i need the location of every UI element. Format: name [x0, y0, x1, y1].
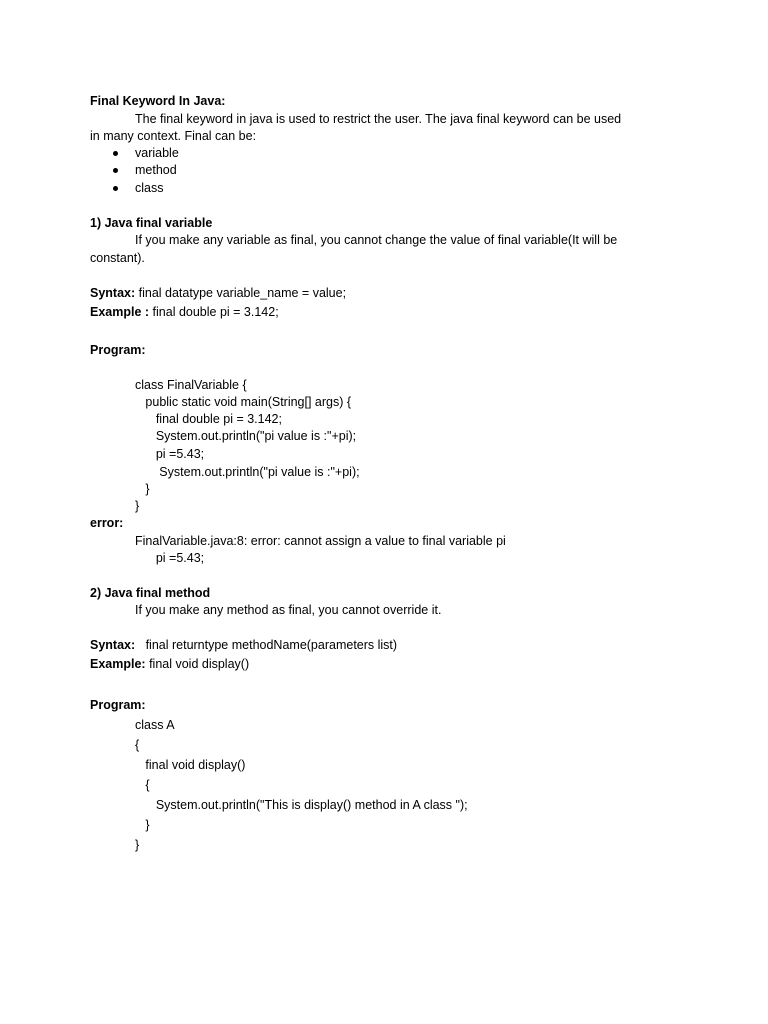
variable-syntax	[90, 285, 346, 302]
variable-desc-line-2: constant).	[90, 251, 145, 265]
code-line: class FinalVariable {	[135, 378, 247, 392]
example-label: Example:	[90, 657, 146, 671]
code-line: }	[135, 499, 140, 513]
method-desc: If you make any method as final, you cannot override it.	[135, 603, 442, 617]
code-line: System.out.println("pi value is :"+pi);	[135, 429, 357, 443]
example-label: Example :	[90, 305, 150, 319]
syntax-value: final datatype variable_name = value;	[135, 286, 347, 300]
bullet-icon	[113, 151, 118, 156]
bullet-icon	[113, 186, 118, 191]
intro-line-1: The final keyword in java is used to restrict the user. The java final keyword can be used	[135, 112, 622, 126]
code-line: }	[135, 482, 150, 496]
variable-desc-line-1: If you make any variable as final, you cannot change the value of final variable(It will be	[135, 233, 618, 247]
code-line: {	[135, 738, 140, 752]
section-title-variable: 1) Java final variable	[90, 216, 213, 230]
doc-heading: Final Keyword In Java:	[90, 94, 226, 108]
error-line: FinalVariable.java:8: error: cannot assign a value to final variable pi	[135, 534, 506, 548]
error-label: error:	[90, 516, 124, 530]
bullet-item-method: method	[135, 163, 177, 177]
code-line: class A	[135, 718, 175, 732]
example-value: final double pi = 3.142;	[149, 305, 279, 319]
code-line: }	[135, 818, 150, 832]
variable-example	[90, 304, 279, 321]
bullet-item-class: class	[135, 181, 164, 195]
code-line: final double pi = 3.142;	[135, 412, 282, 426]
error-line: pi =5.43;	[135, 551, 205, 565]
code-line: }	[135, 838, 140, 852]
section-title-method: 2) Java final method	[90, 586, 211, 600]
variable-program-label: Program:	[90, 343, 146, 357]
method-program-label: Program:	[90, 698, 146, 712]
bullet-icon	[113, 168, 118, 173]
method-example	[90, 656, 249, 673]
code-line: {	[135, 778, 150, 792]
syntax-label: Syntax:	[90, 286, 136, 300]
example-value: final void display()	[145, 657, 250, 671]
code-line: public static void main(String[] args) {	[135, 395, 352, 409]
syntax-value: final returntype methodName(parameters list)	[135, 638, 398, 652]
code-line: pi =5.43;	[135, 447, 205, 461]
code-line: System.out.println("pi value is :"+pi);	[135, 465, 360, 479]
syntax-label: Syntax:	[90, 638, 136, 652]
code-line: System.out.println("This is display() method in A class ");	[135, 798, 468, 812]
intro-line-2: in many context. Final can be:	[90, 129, 257, 143]
bullet-item-variable: variable	[135, 146, 179, 160]
code-line: final void display()	[135, 758, 246, 772]
method-syntax	[90, 637, 397, 654]
